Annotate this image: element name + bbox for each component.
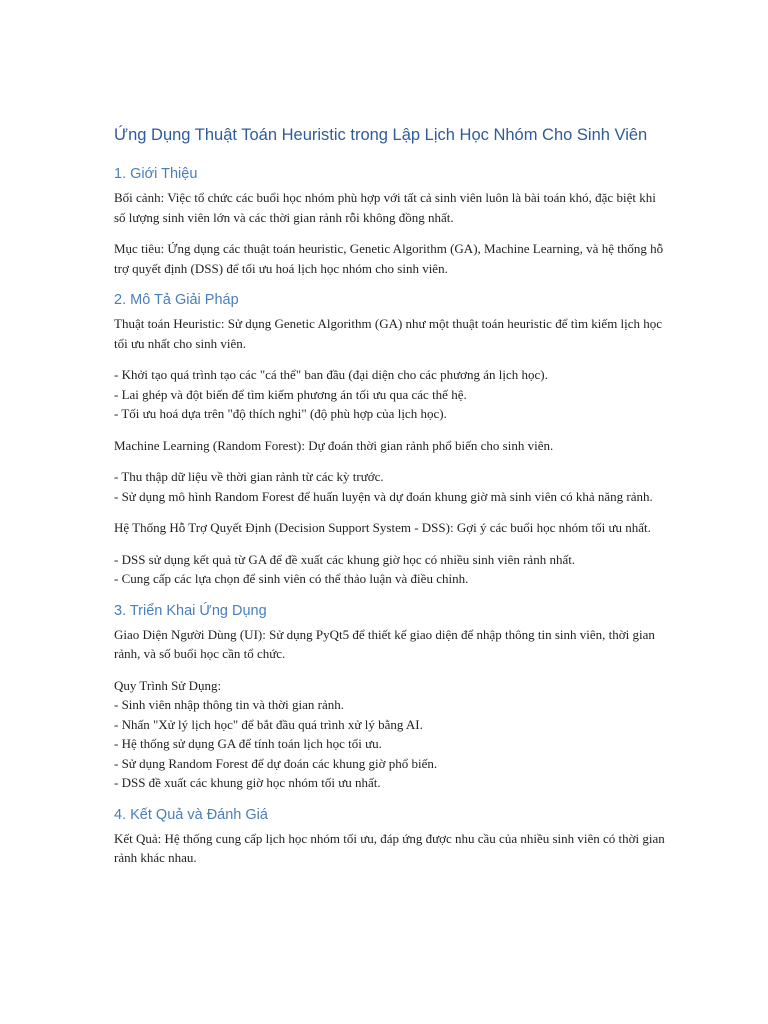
section-results	[114, 805, 668, 868]
section-heading: 4. Kết Quả và Đánh Giá	[114, 806, 268, 823]
list-item: - Sinh viên nhập thông tin và thời gian rảnh.	[114, 697, 345, 712]
list-title: Quy Trình Sử Dụng:	[114, 677, 222, 693]
section-heading: 2. Mô Tả Giải Pháp	[114, 292, 239, 308]
list-item: - Cung cấp các lựa chọn để sinh viên có thể thảo luận và điều chỉnh.	[114, 571, 469, 586]
list-dss-steps	[114, 550, 668, 589]
paragraph-results: Kết Quả: Hệ thống cung cấp lịch học nhóm tối ưu, đáp ứng được nhu cầu của nhiều sinh viên có thời gian rảnh khác nhau.	[114, 830, 665, 865]
document-title: Ứng Dụng Thuật Toán Heuristic trong Lập Lịch Học Nhóm Cho Sinh Viên	[114, 126, 648, 144]
list-item: - Hệ thống sử dụng GA để tính toán lịch học tối ưu.	[114, 736, 382, 751]
section-introduction	[114, 164, 668, 278]
list-item: - Sử dụng mô hình Random Forest để huấn luyện và dự đoán khung giờ mà sinh viên có khả năng rảnh.	[114, 488, 653, 504]
section-heading: 3. Triển Khai Ứng Dụng	[114, 602, 267, 619]
list-ml-steps	[114, 467, 668, 506]
list-ga-steps	[114, 365, 668, 424]
list-item: - Thu thập dữ liệu về thời gian rảnh từ các kỳ trước.	[114, 469, 384, 484]
list-usage-steps	[114, 676, 668, 793]
section-solution	[114, 290, 668, 589]
list-item: - Nhấn "Xử lý lịch học" để bắt đầu quá trình xử lý bằng AI.	[114, 716, 423, 732]
list-item: - DSS sử dụng kết quả từ GA để đề xuất các khung giờ học có nhiều sinh viên rảnh nhất.	[114, 551, 576, 567]
list-item: - Tối ưu hoá dựa trên "độ thích nghi" (độ phù hợp của lịch học).	[114, 406, 447, 421]
list-item: - DSS đề xuất các khung giờ học nhóm tối ưu nhất.	[114, 775, 381, 790]
paragraph-dss: Hệ Thống Hỗ Trợ Quyết Định (Decision Support System - DSS): Gợi ý các buổi học nhóm tối ưu nhất.	[114, 520, 651, 535]
list-item: - Sử dụng Random Forest để dự đoán các khung giờ phổ biến.	[114, 755, 438, 771]
paragraph-machine-learning: Machine Learning (Random Forest): Dự đoán thời gian rảnh phổ biến cho sinh viên.	[114, 437, 554, 453]
paragraph-context: Bối cảnh: Việc tổ chức các buổi học nhóm phù hợp với tất cả sinh viên luôn là bài toán khó, đặc biệt khi số lượng sinh viên lớn và các thời gian rảnh rỗi không đồng nhất.	[114, 190, 656, 225]
paragraph-goal: Mục tiêu: Ứng dụng các thuật toán heuristic, Genetic Algorithm (GA), Machine Learning, và hệ thống hỗ trợ quyết định (DSS) để tối ưu hoá lịch học nhóm cho sinh viên.	[114, 241, 664, 276]
list-item: - Lai ghép và đột biến để tìm kiếm phương án tối ưu qua các thế hệ.	[114, 386, 467, 402]
section-heading: 1. Giới Thiệu	[114, 166, 198, 182]
list-item: - Khởi tạo quá trình tạo các "cá thể" ban đầu (đại diện cho các phương án lịch học).	[114, 367, 548, 382]
section-deployment	[114, 601, 668, 793]
paragraph-heuristic: Thuật toán Heuristic: Sử dụng Genetic Algorithm (GA) như một thuật toán heuristic để tìm kiếm lịch học tối ưu nhất cho sinh viên.	[114, 316, 663, 351]
paragraph-ui: Giao Diện Người Dùng (UI): Sử dụng PyQt5 để thiết kế giao diện để nhập thông tin sinh viên, thời gian rảnh, và số buổi học cần tổ chức.	[114, 626, 655, 661]
